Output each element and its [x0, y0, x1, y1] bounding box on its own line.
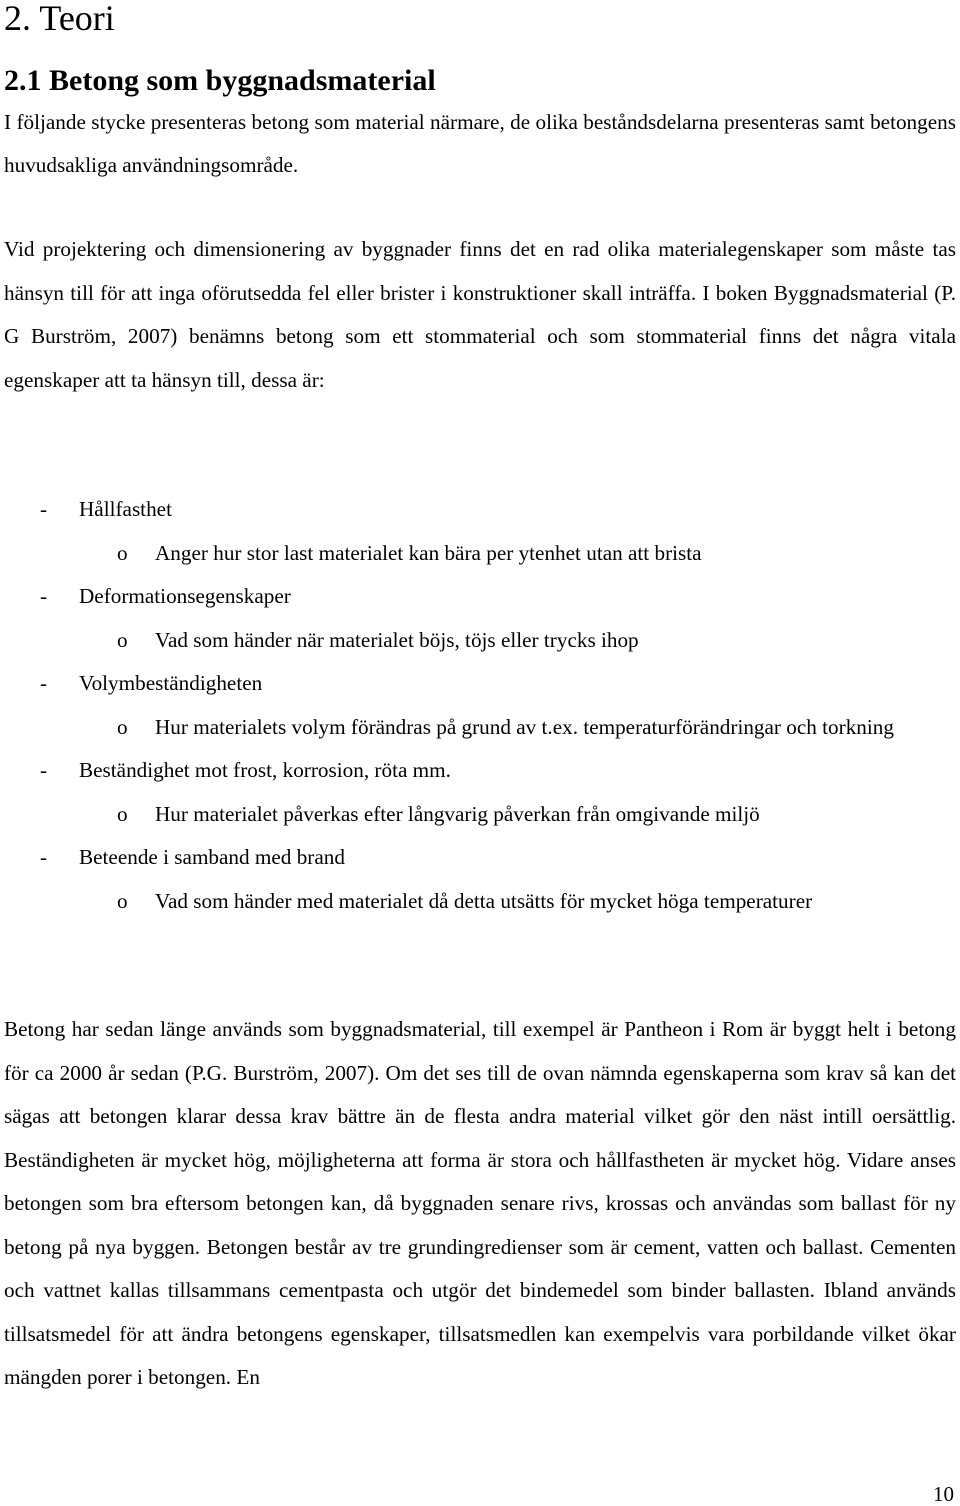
sub-item: [4, 880, 956, 924]
bullet-marker: o: [117, 627, 128, 652]
dash-marker: -: [40, 584, 48, 608]
list-item: [4, 488, 956, 575]
property-detail: Anger hur stor last materialet kan bära per ytenhet utan att brista: [155, 540, 702, 565]
dash-marker: -: [40, 497, 48, 521]
property-label: Hållfasthet: [79, 497, 172, 521]
property-detail: Vad som händer med materialet då detta utsätts för mycket höga temperaturer: [155, 888, 813, 913]
property-label: Deformationsegenskaper: [79, 584, 291, 608]
property-label: Beständighet mot frost, korrosion, röta mm.: [79, 758, 451, 782]
bullet-marker: o: [117, 540, 128, 565]
section-heading: 2.1 Betong som byggnadsmaterial: [4, 64, 436, 97]
property-detail: Hur materialet påverkas efter långvarig påverkan från omgivande miljö: [155, 801, 760, 826]
requirements-paragraph: Vid projektering och dimensionering av byggnader finns det en rad olika materialegenskaper som måste tas hänsyn till för att inga oförutsedda fel eller brister i konstruktioner skall inträffa. I boken Byggnadsmaterial (P. G Burström, 2007) benämns betong som ett stommaterial och som stommaterial finns det några vitala egenskaper att ta hänsyn till, dessa är:: [4, 237, 956, 392]
bullet-marker: o: [117, 888, 128, 913]
sub-item: [4, 619, 956, 663]
sub-item: [4, 793, 956, 837]
list-item: [4, 662, 956, 749]
list-item: [4, 575, 956, 662]
property-detail: Vad som händer när materialet böjs, töjs eller trycks ihop: [155, 627, 639, 652]
concrete-paragraph: Betong har sedan länge används som byggnadsmaterial, till exempel är Pantheon i Rom är byggt helt i betong för ca 2000 år sedan (P.G. Burström, 2007). Om det ses till de ovan nämnda egenskaperna som krav så kan det sägas att betongen klarar dessa krav bättre än de flesta andra material vilket gör den näst intill oersättlig. Beständigheten är mycket hög, möjligheterna att forma är stora och hållfastheten är mycket hög. Vidare anses betongen som bra eftersom betongen kan, då byggnaden senare rivs, krossas och användas som ballast för ny betong på nya byggen. Betongen består av tre grundingredienser som är cement, vatten och ballast. Cementen och vattnet kallas tillsammans cementpasta och utgör det bindemedel som binder ballasten. Ibland används tillsatsmedel för att ändra betongens egenskaper, tillsatsmedlen kan exempelvis vara porbildande vilket ökar mängden porer i betongen. En: [4, 1017, 956, 1389]
list-item: [4, 836, 956, 923]
dash-marker: -: [40, 845, 48, 869]
sub-item: [4, 532, 956, 576]
chapter-heading: 2. Teori: [4, 0, 115, 38]
property-detail: Hur materialets volym förändras på grund av t.ex. temperaturförändringar och torkning: [155, 714, 894, 739]
material-properties-list: [4, 488, 956, 923]
list-item: [4, 749, 956, 836]
page-number: 10: [933, 1482, 954, 1506]
property-label: Beteende i samband med brand: [79, 845, 345, 869]
property-label: Volymbeständigheten: [79, 671, 263, 695]
sub-item: [4, 706, 956, 750]
bullet-marker: o: [117, 714, 128, 739]
dash-marker: -: [40, 671, 48, 695]
dash-marker: -: [40, 758, 48, 782]
bullet-marker: o: [117, 801, 128, 826]
intro-paragraph: I följande stycke presenteras betong som material närmare, de olika beståndsdelarna presenteras samt betongens huvudsakliga användningsområde.: [4, 110, 956, 177]
